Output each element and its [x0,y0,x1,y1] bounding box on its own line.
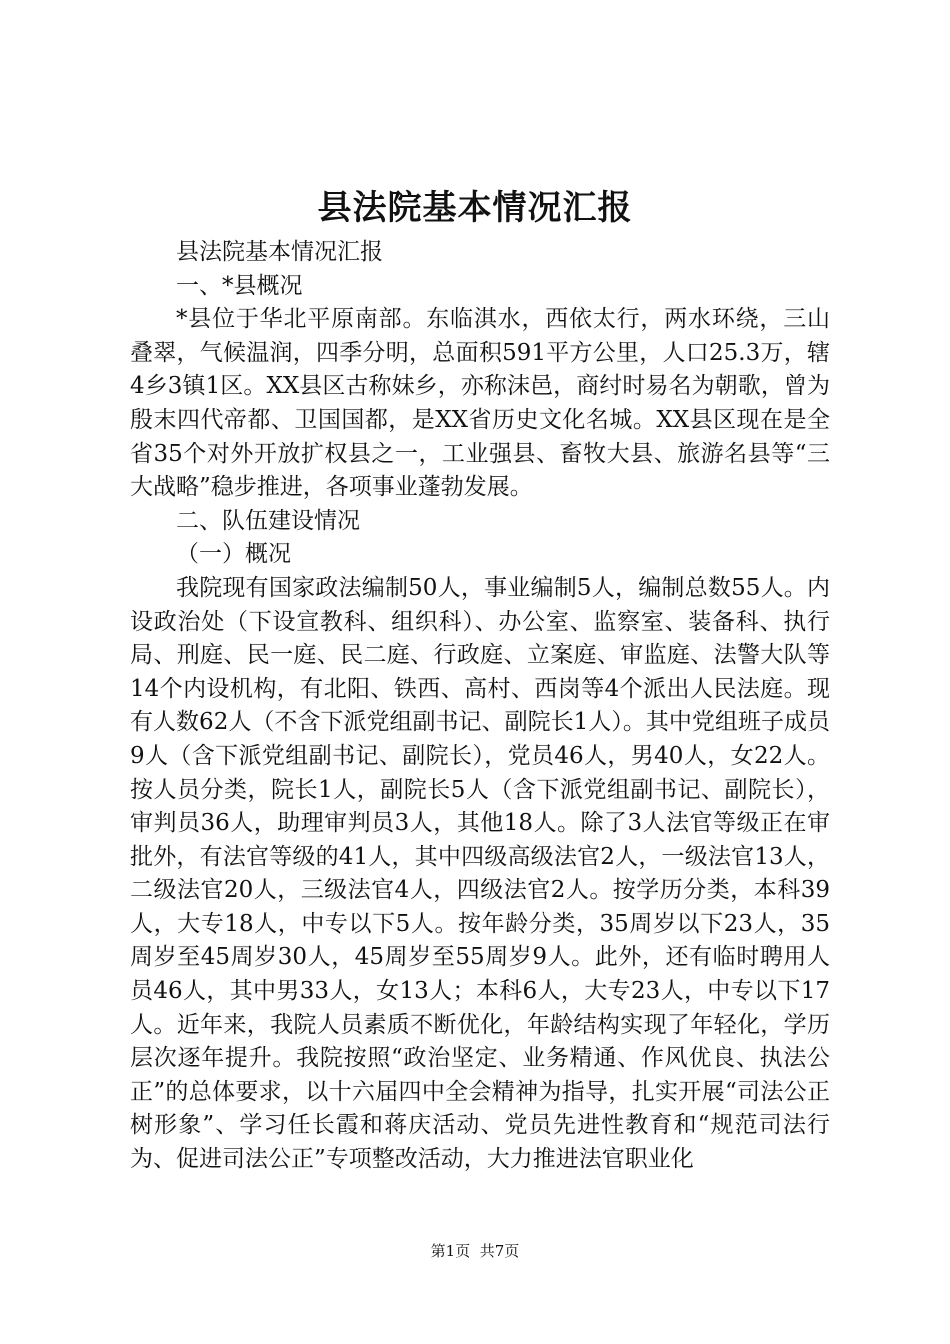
paragraph-court-staff: 我院现有国家政法编制50人，事业编制5人，编制总数55人。内设政治处（下设宣教科、组织科）、办公室、监察室、装备科、执行局、刑庭、民一庭、民二庭、行政庭、立案庭、审监庭、法警大队等14个内设机构，有北阳、铁西、高村、西岗等4个派出人民法庭。现有人数62人（不含下派党组副书记、副院长1人）。其中党组班子成员9人（含下派党组副书记、副院长），党员46人，男40人，女22人。按人员分类，院长1人，副院长5人（含下派党组副书记、副院长），审判员36人，助理审判员3人，其他18人。除了3人法官等级正在审批外，有法官等级的41人，其中四级高级法官2人，一级法官13人，二级法官20人，三级法官4人，四级法官2人。按学历分类，本科39人，大专18人，中专以下5人。按年龄分类，35周岁以下23人，35周岁至45周岁30人，45周岁至55周岁9人。此外，还有临时聘用人员46人，其中男33人，女13人；本科6人，大专23人，中专以下17人。近年来，我院人员素质不断优化，年龄结构实现了年轻化，学历层次逐年提升。我院按照“政治坚定、业务精通、作风优良、执法公正”的总体要求，以十六届四中全会精神为指导，扎实开展“司法公正树形象”、学习任长霞和蒋庆活动、党员先进性教育和“规范司法行为、促进司法公正”专项整改活动，大力推进法官职业化 [130,574,830,1173]
document-body [130,236,830,1177]
document-title: 县法院基本情况汇报 [317,188,633,228]
paragraph-subtitle: 县法院基本情况汇报 [176,239,383,265]
page-total: 共7页 [479,1242,520,1260]
heading-overview: （一）概况 [176,541,291,568]
page-footer [0,1241,950,1261]
page-number: 第1页 [430,1242,471,1260]
heading-county-overview: 一、*县概况 [176,272,303,299]
paragraph-county-overview: *县位于华北平原南部。东临淇水，西依太行，两水环绕，三山叠翠，气候温润，四季分明，总面积591平方公里，人口25.3万，辖4乡3镇1区。XX县区古称妹乡，亦称沫邑，商纣时易名为朝歌，曾为殷末四代帝都、卫国国都，是XX省历史文化名城。XX县区现在是全省35个对外开放扩权县之一，工业强县、畜牧大县、旅游名县等“三大战略”稳步推进，各项事业蓬勃发展。 [130,306,830,501]
heading-team-building: 二、队伍建设情况 [176,507,360,534]
